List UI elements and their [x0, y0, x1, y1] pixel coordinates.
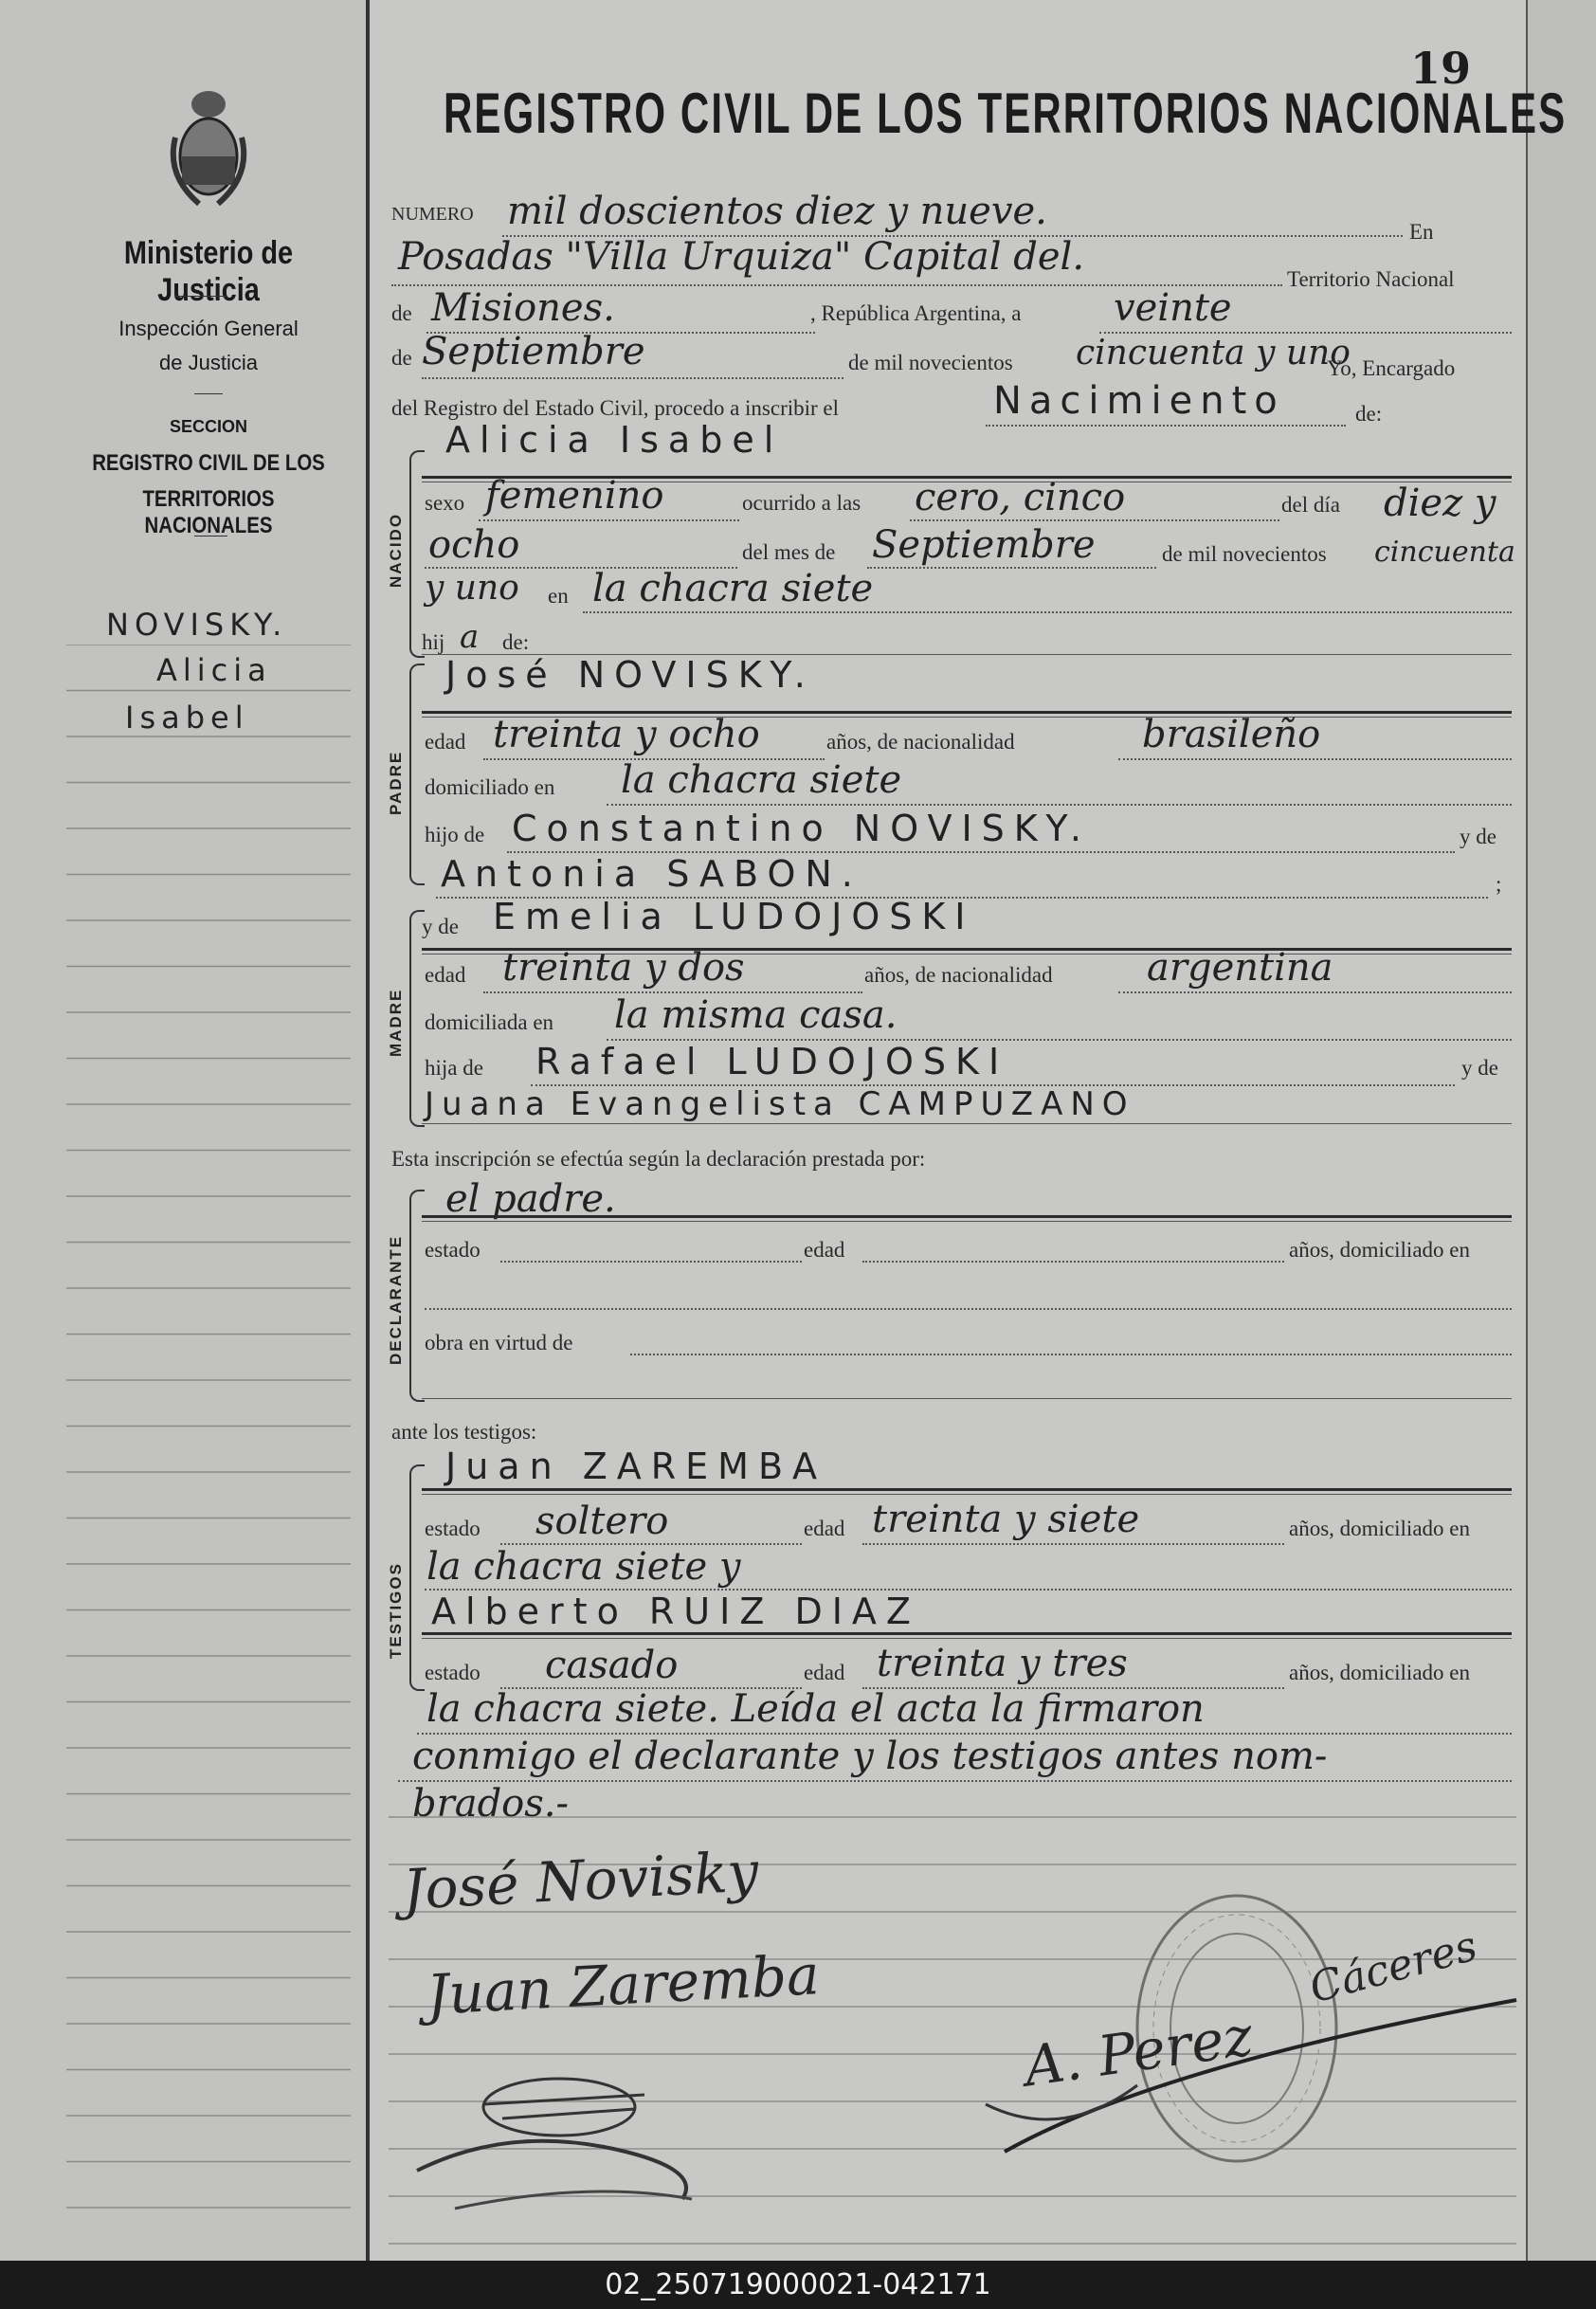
madre-dom-value: la misma casa.: [614, 993, 898, 1037]
sexo-label: sexo: [425, 491, 465, 515]
mes-label: del mes de: [742, 540, 836, 564]
signature-registrar: A. Perez: [1020, 2003, 1257, 2100]
dia-value: diez y: [1384, 482, 1496, 525]
republica-label: , República Argentina, a: [810, 301, 1022, 325]
hijo-value: a: [460, 618, 480, 656]
mes-value: Septiembre: [872, 523, 1096, 567]
madre-madre-value: Juana Evangelista CAMPUZANO: [425, 1085, 1135, 1123]
lugar-value: la chacra siete: [592, 567, 874, 610]
closing-line-3: brados.-: [412, 1782, 570, 1826]
padre-madre-value: Antonia SABON.: [441, 853, 862, 895]
fill-line: [630, 1354, 1512, 1355]
mes-value: Septiembre: [422, 330, 645, 373]
section-name-1: REGISTRO CIVIL DE LOS: [92, 450, 325, 476]
fill-line: [500, 1261, 802, 1263]
hijo-de-label: de:: [502, 630, 530, 654]
margin-note-name-1: Alicia: [156, 652, 272, 688]
testigo2-estado-value: casado: [545, 1644, 679, 1687]
name-rule: [422, 1221, 1512, 1222]
page-edge: [1526, 0, 1596, 2261]
padre-tag: PADRE: [387, 750, 405, 815]
madre-hija-de-label: hija de: [425, 1056, 483, 1080]
territorio-value: Misiones.: [431, 286, 615, 330]
name-rule: [422, 1215, 1512, 1218]
madre-nombre: Emelia LUDOJOSKI: [493, 896, 975, 937]
rule: [194, 393, 223, 394]
madre-bracket: [409, 910, 425, 1127]
rule: [175, 296, 227, 297]
encargado-label: Yo, Encargado: [1327, 356, 1456, 380]
padre-yde-label: y de: [1460, 825, 1496, 848]
dia-value: veinte: [1114, 286, 1232, 330]
padre-semicolon: ;: [1496, 872, 1502, 896]
rule: [422, 1398, 1512, 1399]
ocurrido-label: ocurrido a las: [742, 491, 861, 515]
madre-edad-label: edad: [425, 963, 466, 987]
padre-dom-value: la chacra siete: [621, 758, 902, 802]
declarante-obra-label: obra en virtud de: [425, 1331, 573, 1354]
numero-label: NUMERO: [391, 204, 474, 225]
nacido-nombre: Alicia Isabel: [445, 419, 784, 461]
name-rule: [422, 1494, 1512, 1495]
testigo2-edad-value: treinta y tres: [877, 1642, 1128, 1685]
en-label: En: [1409, 220, 1434, 244]
page-number: 19: [1410, 43, 1472, 94]
testigo1-estado-value: soltero: [535, 1500, 669, 1543]
tipo-value: Nacimiento: [993, 379, 1285, 423]
testigos-bracket: [409, 1464, 425, 1691]
fill-line: [1118, 991, 1512, 993]
de-label: de: [391, 301, 412, 325]
declarante-edad-label: edad: [804, 1238, 845, 1262]
section-name-2: TERRITORIOS NACIONALES: [142, 486, 275, 538]
fill-line: [862, 1543, 1284, 1545]
testigo1-nombre: Juan ZAREMBA: [445, 1445, 827, 1487]
de2-label: de: [391, 346, 412, 370]
en-label: en: [548, 584, 569, 608]
fill-line: [862, 1261, 1284, 1263]
inspection-line-1: Inspección General: [118, 317, 299, 340]
ministry-title: Ministerio de Justicia: [123, 235, 294, 308]
file-id-footer: 02_250719000021-042171: [0, 2261, 1596, 2309]
fill-line: [607, 804, 1512, 806]
fill-line: [425, 1308, 1512, 1310]
fill-line: [867, 567, 1156, 569]
hora-value: cero, cinco: [915, 476, 1126, 519]
anio-value: cincuenta y uno: [1076, 334, 1351, 373]
rule: [422, 1123, 1512, 1124]
left-ruled-lines: [66, 645, 351, 2218]
margin-note-surname: NOVISKY.: [106, 607, 288, 643]
madre-dom-label: domiciliada en: [425, 1010, 554, 1034]
inspection-line-2: de Justicia: [159, 351, 258, 374]
anio-value: cincuenta: [1374, 536, 1515, 569]
testigo1-edad-label: edad: [804, 1517, 845, 1540]
dia-label: del día: [1281, 493, 1340, 517]
name-rule: [422, 1488, 1512, 1491]
lugar-value: Posadas "Villa Urquiza" Capital del.: [398, 235, 1085, 279]
testigo1-estado-label: estado: [425, 1517, 481, 1540]
inscribir-label: del Registro del Estado Civil, procedo a inscribir el: [391, 396, 840, 420]
padre-nombre: José NOVISKY.: [445, 654, 815, 696]
madre-padre-value: Rafael LUDOJOSKI: [535, 1041, 1009, 1082]
declarante-dom-label: años, domiciliado en: [1289, 1238, 1470, 1262]
madre-tag: MADRE: [387, 988, 405, 1057]
padre-edad-label: edad: [425, 730, 466, 754]
testigos-tag: TESTIGOS: [387, 1562, 405, 1659]
padre-nac-value: brasileño: [1142, 713, 1321, 756]
signature-juan-zaremba: Juan Zaremba: [425, 1942, 822, 2027]
numero-value: mil doscientos diez y nueve.: [507, 190, 1047, 233]
fill-line: [910, 519, 1279, 521]
margin-note-name-2: Isabel: [125, 700, 249, 736]
testigo1-dom-label: años, domiciliado en: [1289, 1517, 1470, 1540]
name-rule: [422, 1632, 1512, 1635]
nacido-tag: NACIDO: [387, 512, 405, 588]
testigo2-estado-label: estado: [425, 1661, 481, 1684]
name-rule: [422, 1638, 1512, 1639]
padre-padre-value: Constantino NOVISKY.: [512, 808, 1091, 849]
padre-hijo-de-label: hijo de: [425, 823, 485, 846]
testigos-intro: ante los testigos:: [391, 1420, 537, 1444]
document-title: REGISTRO CIVIL DE LOS TERRITORIOS NACIONALES: [444, 82, 1568, 145]
sexo-value: femenino: [485, 474, 664, 518]
fill-line: [1118, 758, 1512, 760]
declarante-tag: DECLARANTE: [387, 1234, 405, 1365]
signature-caceres: Cáceres: [1304, 1921, 1482, 2013]
territorio-label: Territorio Nacional: [1287, 267, 1455, 291]
testigo2-dom-label: años, domiciliado en: [1289, 1661, 1470, 1684]
anio-value-2: y uno: [425, 569, 519, 608]
padre-dom-label: domiciliado en: [425, 775, 555, 799]
madre-edad-value: treinta y dos: [502, 946, 745, 990]
section-label: SECCION: [169, 417, 247, 436]
signature-jose-novisky: José Novisky: [401, 1839, 760, 1922]
mil-label: de mil novecientos: [1162, 542, 1327, 566]
declarante-estado-label: estado: [425, 1238, 481, 1262]
declarante-intro: Esta inscripción se efectúa según la declaración prestada por:: [391, 1147, 926, 1171]
signature-strokes-icon: [398, 1934, 1535, 2218]
testigo1-edad-value: treinta y siete: [872, 1498, 1140, 1541]
fill-line: [422, 377, 843, 379]
madre-yde2-label: y de: [1461, 1056, 1498, 1080]
padre-edad-value: treinta y ocho: [493, 713, 760, 756]
padre-bracket: [409, 664, 425, 885]
coat-of-arms-icon: [161, 81, 256, 213]
fill-line: [583, 611, 1512, 613]
madre-nac-label: años, de nacionalidad: [864, 963, 1053, 987]
de3-label: de:: [1355, 402, 1383, 426]
testigo2-edad-label: edad: [804, 1661, 845, 1684]
testigo1-dom-value: la chacra siete y: [426, 1545, 741, 1589]
hijo-label: hij: [422, 630, 445, 654]
column-divider: [366, 0, 370, 2261]
testigo2-nombre: Alberto RUIZ DIAZ: [431, 1591, 920, 1632]
madre-nac-value: argentina: [1147, 946, 1333, 990]
padre-nac-label: años, de nacionalidad: [826, 730, 1015, 754]
fill-line: [986, 425, 1346, 427]
mil-label: de mil novecientos: [848, 351, 1013, 374]
closing-line-2: conmigo el declarante y los testigos antes nom-: [412, 1735, 1328, 1778]
fill-line: [479, 519, 739, 521]
declarante-nombre: el padre.: [445, 1177, 616, 1221]
madre-yde-label: y de: [422, 915, 459, 938]
closing-line-1: la chacra siete. Leída el acta la firmaron: [426, 1687, 1205, 1731]
dia-value-2: ocho: [428, 523, 520, 567]
